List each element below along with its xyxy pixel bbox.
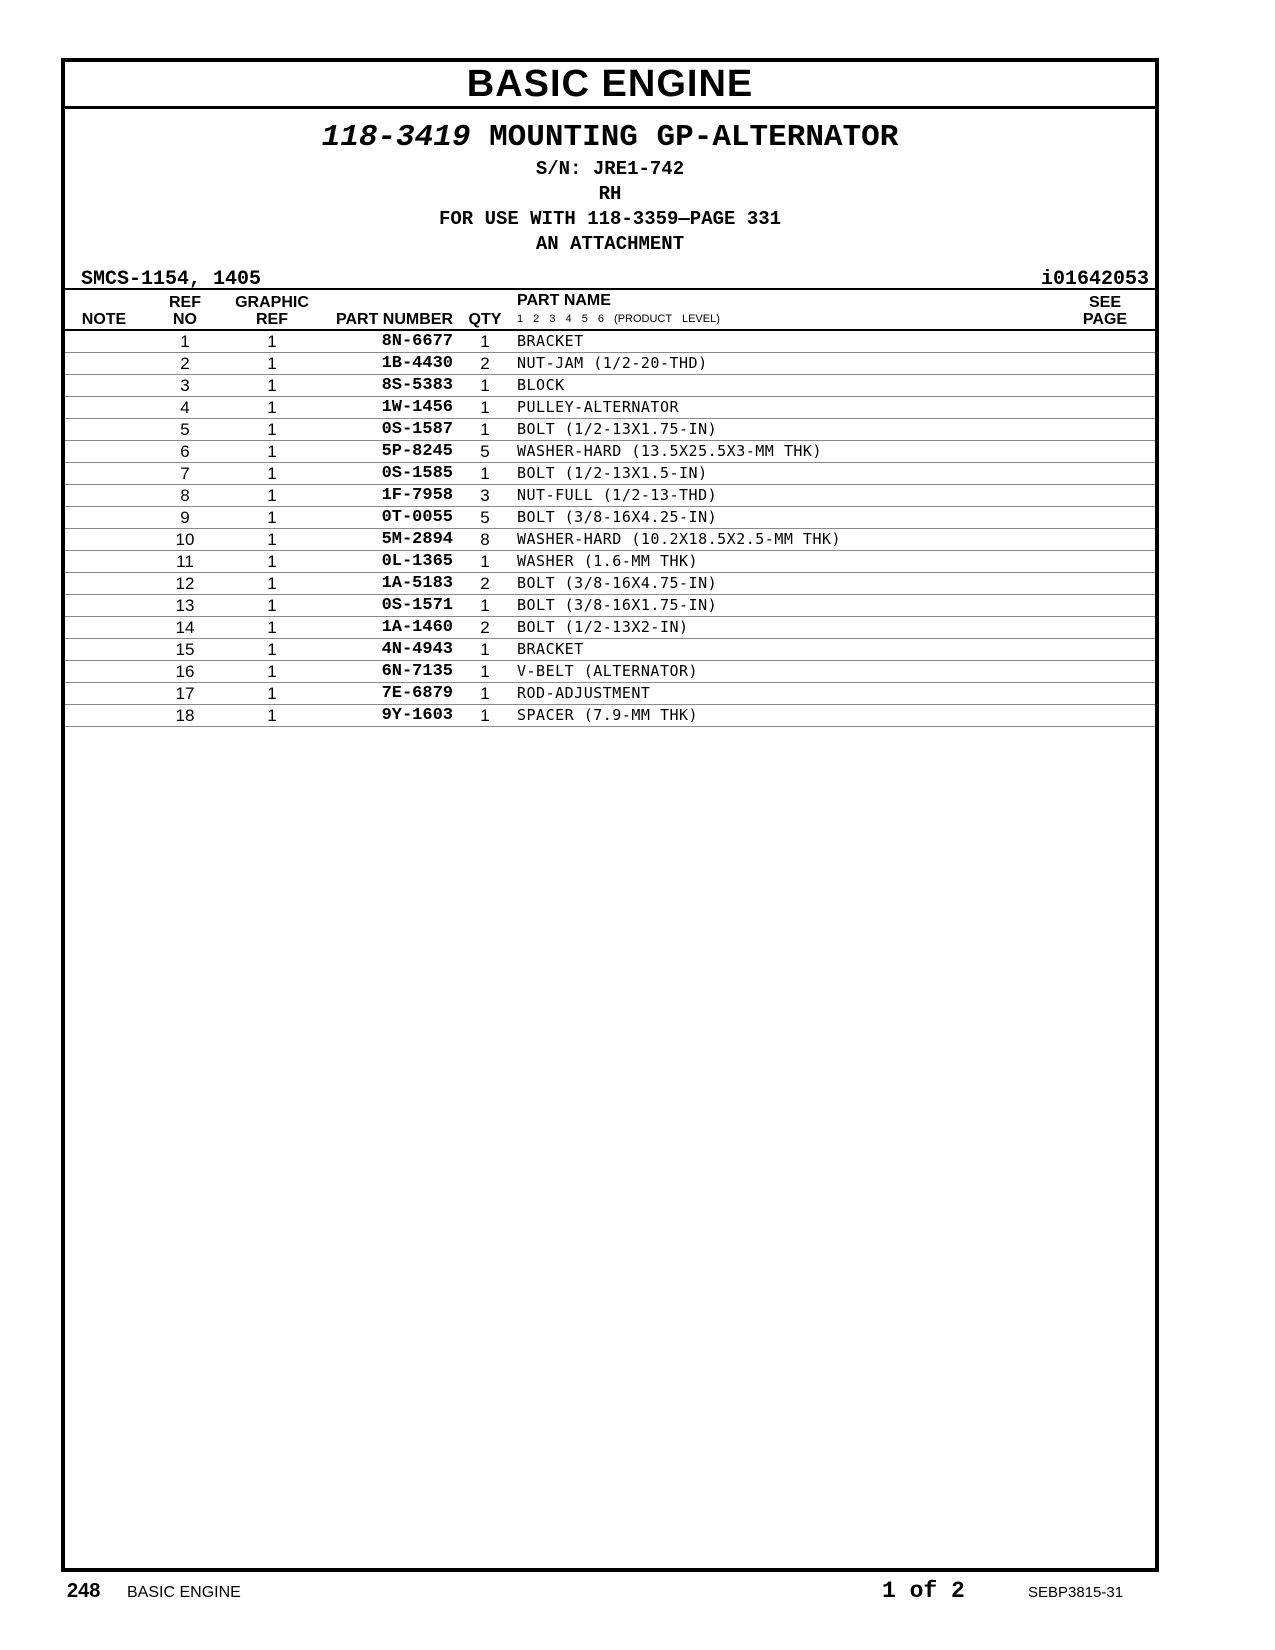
qty-cell: 1 xyxy=(459,683,511,705)
note-cell xyxy=(65,595,143,617)
see-page-cell xyxy=(1055,573,1155,595)
table-row xyxy=(65,397,1155,419)
note-cell xyxy=(65,397,143,419)
see-page-cell xyxy=(1055,463,1155,485)
qty-cell: 1 xyxy=(459,639,511,661)
note-cell xyxy=(65,353,143,375)
note-cell xyxy=(65,573,143,595)
table-row xyxy=(65,353,1155,375)
ref-no-cell: 4 xyxy=(143,397,227,419)
table-row xyxy=(65,485,1155,507)
graphic-ref-cell: 1 xyxy=(227,529,317,551)
part-number-cell: 0S-1585 xyxy=(317,463,459,485)
footer-page-number: 248 xyxy=(67,1580,101,1602)
see-page-cell xyxy=(1055,397,1155,419)
smcs-code: SMCS-1154, 1405 xyxy=(81,268,262,291)
graphic-ref-cell: 1 xyxy=(227,551,317,573)
part-number-cell: 0L-1365 xyxy=(317,551,459,573)
graphic-ref-cell: 1 xyxy=(227,683,317,705)
see-page-cell xyxy=(1055,595,1155,617)
table-row xyxy=(65,661,1155,683)
table-row xyxy=(65,419,1155,441)
part-name-cell: BOLT (3/8-16X4.75-IN) xyxy=(511,573,1055,595)
table-row xyxy=(65,595,1155,617)
ref-no-cell: 5 xyxy=(143,419,227,441)
qty-cell: 1 xyxy=(459,330,511,353)
part-name-cell: PULLEY-ALTERNATOR xyxy=(511,397,1055,419)
ref-no-cell: 9 xyxy=(143,507,227,529)
part-number-cell: 9Y-1603 xyxy=(317,705,459,727)
illustration-id: i01642053 xyxy=(1040,268,1149,291)
ref-no-cell: 1 xyxy=(143,330,227,353)
note-cell xyxy=(65,661,143,683)
qty-cell: 1 xyxy=(459,375,511,397)
note-header: NOTE xyxy=(65,289,143,330)
part-name-cell: ROD-ADJUSTMENT xyxy=(511,683,1055,705)
graphic-ref-cell: 1 xyxy=(227,507,317,529)
see-page-cell xyxy=(1055,485,1155,507)
ref-no-cell: 13 xyxy=(143,595,227,617)
graphic-ref-cell: 1 xyxy=(227,375,317,397)
part-number-cell: 7E-6879 xyxy=(317,683,459,705)
qty-cell: 8 xyxy=(459,529,511,551)
qty-cell: 1 xyxy=(459,397,511,419)
part-name-cell: NUT-FULL (1/2-13-THD) xyxy=(511,485,1055,507)
graphic-ref-cell: 1 xyxy=(227,419,317,441)
see-page-cell xyxy=(1055,617,1155,639)
part-name-cell: BLOCK xyxy=(511,375,1055,397)
qty-cell: 2 xyxy=(459,353,511,375)
parts-table-body xyxy=(65,330,1155,727)
part-number-cell: 6N-7135 xyxy=(317,661,459,683)
note-cell xyxy=(65,529,143,551)
qty-header: QTY xyxy=(459,289,511,330)
qty-cell: 3 xyxy=(459,485,511,507)
qty-cell: 1 xyxy=(459,595,511,617)
ref-no-cell: 15 xyxy=(143,639,227,661)
see-page-cell xyxy=(1055,419,1155,441)
graphic-ref-cell: 1 xyxy=(227,639,317,661)
ref-no-cell: 14 xyxy=(143,617,227,639)
qty-cell: 5 xyxy=(459,441,511,463)
see-page-cell xyxy=(1055,507,1155,529)
part-number-cell: 1B-4430 xyxy=(317,353,459,375)
table-row xyxy=(65,441,1155,463)
part-number-cell: 8S-5383 xyxy=(317,375,459,397)
qty-cell: 1 xyxy=(459,705,511,727)
ref-no-cell: 10 xyxy=(143,529,227,551)
parts-table-wrap xyxy=(65,288,1155,727)
see-page-cell xyxy=(1055,705,1155,727)
side-line: RH xyxy=(598,183,622,205)
qty-cell: 2 xyxy=(459,617,511,639)
part-name-cell: WASHER-HARD (13.5X25.5X3-MM THK) xyxy=(511,441,1055,463)
graphic-ref-cell: 1 xyxy=(227,397,317,419)
part-number-cell: 1W-1456 xyxy=(317,397,459,419)
part-name-cell: WASHER (1.6-MM THK) xyxy=(511,551,1055,573)
part-number-cell: 1A-5183 xyxy=(317,573,459,595)
qty-cell: 1 xyxy=(459,463,511,485)
footer-document-id: SEBP3815-31 xyxy=(1028,1584,1124,1601)
graphic-ref-cell: 1 xyxy=(227,573,317,595)
table-row xyxy=(65,551,1155,573)
table-row xyxy=(65,375,1155,397)
graphic-ref-cell: 1 xyxy=(227,463,317,485)
table-row xyxy=(65,463,1155,485)
ref-no-cell: 8 xyxy=(143,485,227,507)
table-row xyxy=(65,330,1155,353)
ref-no-cell: 17 xyxy=(143,683,227,705)
note-cell xyxy=(65,375,143,397)
see-page-cell xyxy=(1055,529,1155,551)
note-cell xyxy=(65,683,143,705)
part-name-cell: WASHER-HARD (10.2X18.5X2.5-MM THK) xyxy=(511,529,1055,551)
graphic-ref-cell: 1 xyxy=(227,485,317,507)
table-row xyxy=(65,639,1155,661)
part-number-cell: 5M-2894 xyxy=(317,529,459,551)
graphic-ref-cell: 1 xyxy=(227,705,317,727)
graphic-ref-cell: 1 xyxy=(227,595,317,617)
note-cell xyxy=(65,330,143,353)
attachment-line: AN ATTACHMENT xyxy=(535,233,685,255)
graphic-ref-cell: 1 xyxy=(227,330,317,353)
see-page-header: SEE PAGE xyxy=(1055,289,1155,330)
part-name-cell: BOLT (3/8-16X1.75-IN) xyxy=(511,595,1055,617)
qty-cell: 1 xyxy=(459,551,511,573)
parts-table xyxy=(65,288,1155,727)
part-number-header: PART NUMBER xyxy=(317,289,459,330)
footer-sheet: 1 of 2 xyxy=(882,1578,965,1604)
note-cell xyxy=(65,551,143,573)
ref-no-cell: 6 xyxy=(143,441,227,463)
part-number-cell: 8N-6677 xyxy=(317,330,459,353)
qty-cell: 1 xyxy=(459,419,511,441)
note-cell xyxy=(65,463,143,485)
note-cell xyxy=(65,617,143,639)
qty-cell: 1 xyxy=(459,661,511,683)
part-name-cell: BRACKET xyxy=(511,639,1055,661)
table-header-row xyxy=(65,289,1155,330)
part-number-cell: 5P-8245 xyxy=(317,441,459,463)
see-page-cell xyxy=(1055,375,1155,397)
usage-line: FOR USE WITH 118-3359—PAGE 331 xyxy=(438,208,782,230)
part-number-cell: 0T-0055 xyxy=(317,507,459,529)
table-row xyxy=(65,507,1155,529)
group-name: MOUNTING GP-ALTERNATOR xyxy=(489,120,899,155)
ref-no-header: REF NO xyxy=(143,289,227,330)
note-cell xyxy=(65,485,143,507)
ref-no-cell: 3 xyxy=(143,375,227,397)
part-number-cell: 0S-1587 xyxy=(317,419,459,441)
part-name-cell: BOLT (1/2-13X2-IN) xyxy=(511,617,1055,639)
ref-no-cell: 2 xyxy=(143,353,227,375)
see-page-cell xyxy=(1055,353,1155,375)
part-name-cell: SPACER (7.9-MM THK) xyxy=(511,705,1055,727)
graphic-ref-cell: 1 xyxy=(227,353,317,375)
ref-no-cell: 18 xyxy=(143,705,227,727)
graphic-ref-cell: 1 xyxy=(227,441,317,463)
see-page-cell xyxy=(1055,639,1155,661)
ref-no-cell: 16 xyxy=(143,661,227,683)
part-name-cell: V-BELT (ALTERNATOR) xyxy=(511,661,1055,683)
section-title: BASIC ENGINE xyxy=(65,62,1155,109)
note-cell xyxy=(65,639,143,661)
table-row xyxy=(65,573,1155,595)
part-number-cell: 0S-1571 xyxy=(317,595,459,617)
footer-section: BASIC ENGINE xyxy=(127,1584,241,1601)
graphic-ref-cell: 1 xyxy=(227,617,317,639)
note-cell xyxy=(65,419,143,441)
see-page-cell xyxy=(1055,330,1155,353)
ref-no-cell: 7 xyxy=(143,463,227,485)
serial-number-line: S/N: JRE1-742 xyxy=(535,158,685,180)
part-number-cell: 4N-4943 xyxy=(317,639,459,661)
product-level-legend: 1 2 3 4 5 6 (PRODUCT LEVEL) xyxy=(517,313,720,325)
note-cell xyxy=(65,507,143,529)
qty-cell: 2 xyxy=(459,573,511,595)
part-name-cell: BOLT (1/2-13X1.75-IN) xyxy=(511,419,1055,441)
part-name-cell: BOLT (1/2-13X1.5-IN) xyxy=(511,463,1055,485)
part-name-header: PART NAME 1 2 3 4 5 6 (PRODUCT LEVEL) xyxy=(511,289,1055,330)
see-page-cell xyxy=(1055,551,1155,573)
graphic-ref-cell: 1 xyxy=(227,661,317,683)
page-footer xyxy=(0,1578,1275,1608)
part-number-cell: 1F-7958 xyxy=(317,485,459,507)
see-page-cell xyxy=(1055,683,1155,705)
ref-no-cell: 12 xyxy=(143,573,227,595)
table-row xyxy=(65,617,1155,639)
part-name-cell: NUT-JAM (1/2-20-THD) xyxy=(511,353,1055,375)
parts-page-frame xyxy=(61,58,1159,1572)
table-row xyxy=(65,705,1155,727)
group-title xyxy=(65,119,1155,157)
note-cell xyxy=(65,441,143,463)
part-name-cell: BRACKET xyxy=(511,330,1055,353)
qty-cell: 5 xyxy=(459,507,511,529)
see-page-cell xyxy=(1055,661,1155,683)
part-name-cell: BOLT (3/8-16X4.25-IN) xyxy=(511,507,1055,529)
note-cell xyxy=(65,705,143,727)
ref-no-cell: 11 xyxy=(143,551,227,573)
table-row xyxy=(65,529,1155,551)
table-row xyxy=(65,683,1155,705)
group-part-number: 118-3419 xyxy=(321,120,471,155)
graphic-ref-header: GRAPHIC REF xyxy=(227,289,317,330)
see-page-cell xyxy=(1055,441,1155,463)
part-number-cell: 1A-1460 xyxy=(317,617,459,639)
